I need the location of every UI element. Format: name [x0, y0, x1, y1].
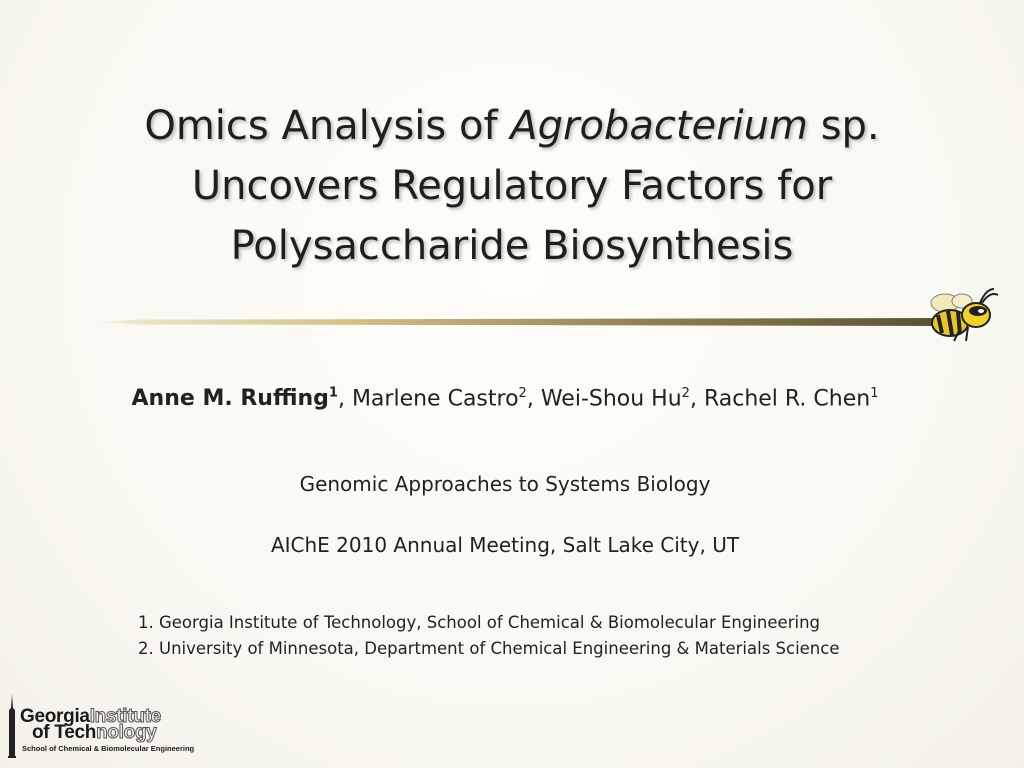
title-italic-genus: Agrobacterium [510, 103, 808, 149]
affiliation-1: 1. Georgia Institute of Technology, School of Chemical & Biomolecular Engineering [138, 613, 820, 632]
meeting-name: AIChE 2010 Annual Meeting, Salt Lake City, UT [270, 533, 740, 557]
title-line-2: Uncovers Regulatory Factors for [191, 163, 833, 209]
author: Wei-Shou Hu [540, 386, 682, 412]
tech-tower-icon [4, 694, 20, 758]
yellow-jacket-mascot-icon [920, 285, 1000, 345]
title-divider-line [90, 318, 940, 326]
georgia-tech-logo: GeorgiaInstitute of Technology School of Chemical & Biomolecular Engineering [4, 694, 204, 760]
session-name: Genomic Approaches to Systems Biology [299, 472, 711, 496]
title-line-1: Omics Analysis of Agrobacterium sp. [144, 103, 880, 149]
author-list: Anne M. Ruffing$^1$, Marlene Castro$^2$, Wei-Shou Hu$^2$, Rachel R. Chen$^1$ [131, 386, 879, 412]
affiliation-2: 2. University of Minnesota, Department of Chemical Engineering & Materials Science [138, 639, 840, 658]
title-line-3: Polysaccharide Biosynthesis [230, 223, 794, 269]
author: Rachel R. Chen [703, 386, 871, 412]
author-presenter: Anne M. Ruffing$^1$ [131, 386, 338, 412]
slide-title [60, 96, 964, 276]
author: Marlene Castro [351, 386, 519, 412]
